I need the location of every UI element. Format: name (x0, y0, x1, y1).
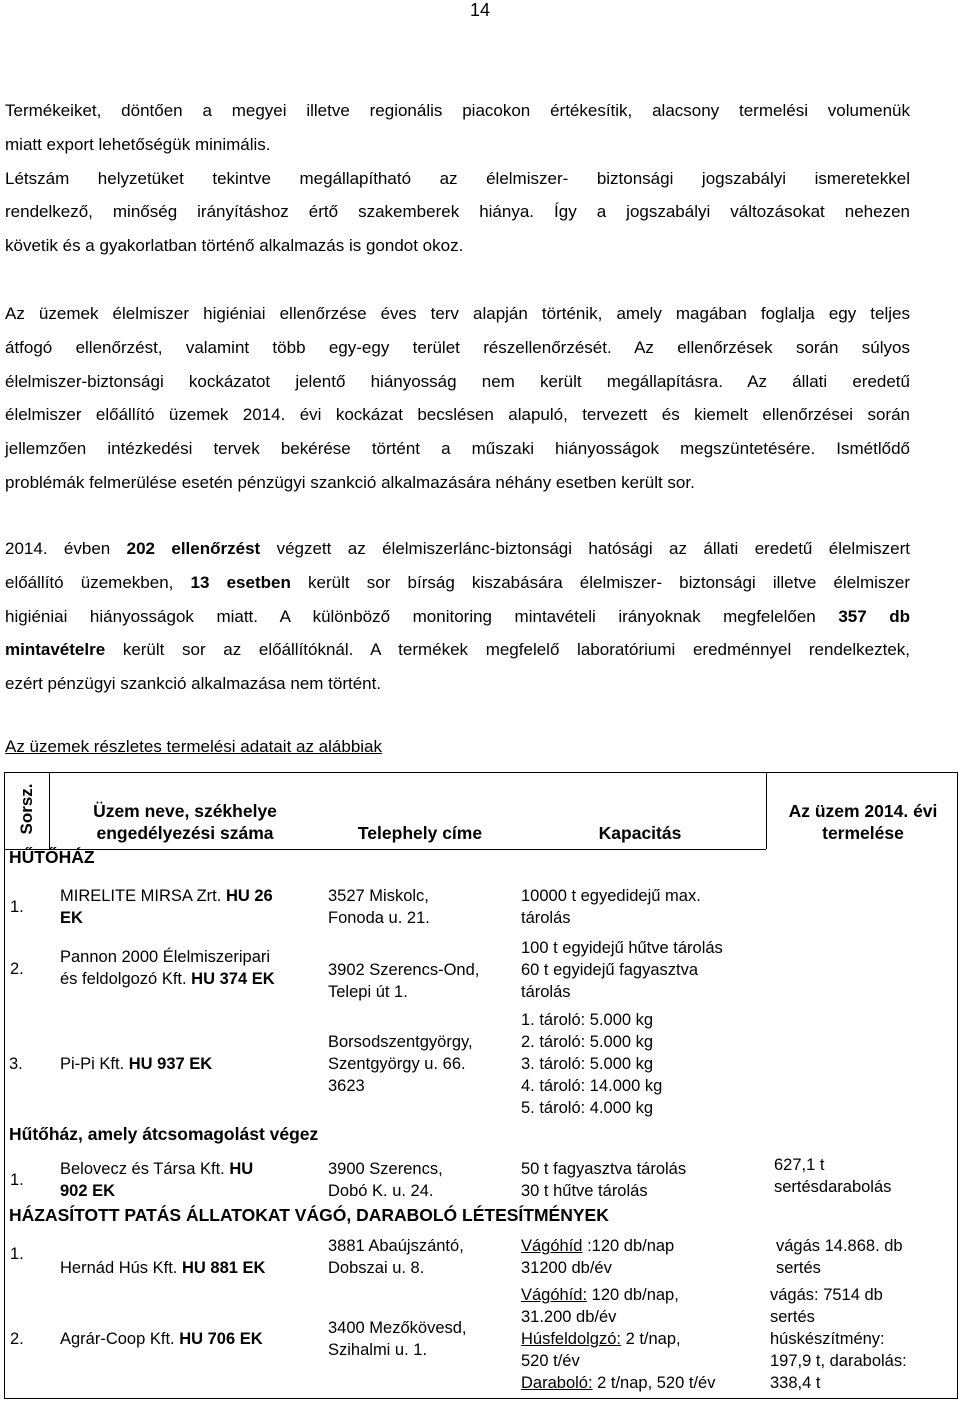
group-label-repacking: Hűtőház, amely átcsomagolást végez (9, 1124, 319, 1144)
section-title: Az üzemek részletes termelési adatait az alábbiak (5, 737, 383, 756)
text-line: jellemzően intézkedési tervek bekérése történt a műszaki hiányosságok megszüntetésére. Ismétlődő (5, 439, 910, 459)
text-line: Létszám helyzetüket tekintve megállapítható az élelmiszer- biztonsági jogszabályi ismeretekkel (5, 168, 910, 188)
production: vágás: 7514 db sertés húskészítmény: 197,9 t, darabolás: 338,4 t (770, 1286, 907, 1392)
site-address: Borsodszentgyörgy, Szentgyörgy u. 66. 3623 (328, 1033, 473, 1095)
plants-table (4, 772, 958, 1399)
plant-name: Pi-Pi Kft. HU 937 EK (60, 1055, 213, 1073)
text-line: előállító üzemekben, 13 esetben került sor bírság kiszabására élelmiszer- biztonsági illetve élelmiszer (5, 572, 910, 592)
paragraph-3 (5, 532, 910, 701)
row-number: 2. (10, 960, 24, 978)
paragraph-2 (5, 297, 910, 500)
text-line: 2014. évben 202 ellenőrzést végzett az élelmiszerlánc-biztonsági hatósági az állati eredetű élelmiszert (5, 539, 910, 558)
text-line: átfogó ellenőrzést, valamint több egy-egy terület részellenőrzését. Az ellenőrzések során súlyos (5, 337, 910, 357)
row-number: 1. (10, 1171, 24, 1189)
site-address: 3900 Szerencs, Dobó K. u. 24. (328, 1160, 443, 1200)
production: vágás 14.868. db sertés (776, 1237, 903, 1277)
plant-name: Hernád Hús Kft. HU 881 EK (60, 1259, 266, 1277)
row-number: 3. (9, 1055, 23, 1073)
site-address: 3902 Szerencs-Ond, Telepi út 1. (328, 961, 480, 1001)
text-line: élelmiszer-biztonsági kockázatot jelentő hiányosság nem került megállapításra. Az állati eredetű (5, 371, 910, 391)
header-address: Telephely címe (357, 823, 483, 843)
site-address: 3881 Abaújszántó, Dobszai u. 8. (328, 1237, 464, 1277)
capacity: 10000 t egyedidejű max. tárolás (521, 887, 701, 927)
text-line: ezért pénzügyi szankció alkalmazása nem történt. (5, 674, 382, 694)
plant-name: Belovecz és Társa Kft. HU 902 EK (60, 1160, 254, 1200)
text-line: követik és a gyakorlatban történő alkalmazás is gondot okoz. (5, 236, 464, 256)
page-number: 14 (469, 0, 491, 20)
paragraph-1 (5, 94, 910, 263)
site-address: 3527 Miskolc, Fonoda u. 21. (328, 887, 430, 927)
row-number: 2. (10, 1330, 24, 1348)
header-capacity: Kapacitás (598, 823, 682, 843)
group-label-slaughter: HÁZASÍTOTT PATÁS ÁLLATOKAT VÁGÓ, DARABOLÓ LÉTESÍTMÉNYEK (9, 1205, 609, 1225)
column-divider (49, 773, 50, 849)
text-line: Termékeiket, döntően a megyei illetve regionális piacokon értékesítik, alacsony termelési volumenük (5, 101, 910, 120)
plant-name: MIRELITE MIRSA Zrt. HU 26 EK (60, 887, 273, 927)
plant-name: Pannon 2000 Élelmiszeripari és feldolgozó Kft. HU 374 EK (60, 948, 275, 988)
header-name: Üzem neve, székhelye engedélyezési száma (93, 801, 277, 843)
header-sorsz: Sorsz. (17, 783, 36, 835)
row-number: 1. (10, 898, 24, 916)
production: 627,1 t sertésdarabolás (774, 1156, 892, 1196)
site-address: 3400 Mezőkövesd, Szihalmi u. 1. (328, 1319, 467, 1359)
capacity: Vágóhíd :120 db/nap 31200 db/év (521, 1237, 675, 1277)
text-line: problémák felmerülése esetén pénzügyi szankció alkalmazására néhány esetben került sor. (5, 472, 695, 492)
text-line: Az üzemek élelmiszer higiéniai ellenőrzése éves terv alapján történik, amely magában foglalja egy teljes (5, 304, 910, 323)
capacity: 50 t fagyasztva tárolás 30 t hűtve tárolás (521, 1160, 687, 1200)
group-label-hutohaz: HŰTŐHÁZ (9, 847, 95, 867)
text-line: rendelkező, minőség irányításhoz értő szakemberek hiánya. Így a jogszabályi változásokat nehezen (5, 202, 910, 222)
text-line: élelmiszer előállító üzemek 2014. évi kockázat becslésen alapuló, tervezett és kiemelt ellenőrzései során (5, 405, 910, 425)
row-divider (5, 849, 766, 850)
capacity: 1. tároló: 5.000 kg 2. tároló: 5.000 kg 3. tároló: 5.000 kg 4. tároló: 14.000 kg 5. tároló: 4.000 kg (521, 1011, 663, 1117)
text-line: higiéniai hiányosságok miatt. A különböző monitoring mintavételi irányoknak megfelelően 357 db (5, 606, 910, 626)
column-divider (766, 773, 767, 849)
capacity: 100 t egyidejű hűtve tárolás 60 t egyidejű fagyasztva tárolás (521, 939, 723, 1001)
plant-name: Agrár-Coop Kft. HU 706 EK (60, 1330, 263, 1348)
header-production: Az üzem 2014. évi termelése (788, 801, 938, 843)
row-number: 1. (10, 1245, 24, 1263)
text-line: mintavételre került sor az előállítóknál. A termékek megfelelő laboratóriumi eredménnyel rendelkeztek, (5, 640, 910, 660)
capacity: Vágóhíd: 120 db/nap, 31.200 db/év Húsfeldolgzó: 2 t/nap, 520 t/év Daraboló: 2 t/nap, 520 t/év (521, 1286, 716, 1392)
text-line: miatt export lehetőségük minimális. (5, 134, 271, 154)
